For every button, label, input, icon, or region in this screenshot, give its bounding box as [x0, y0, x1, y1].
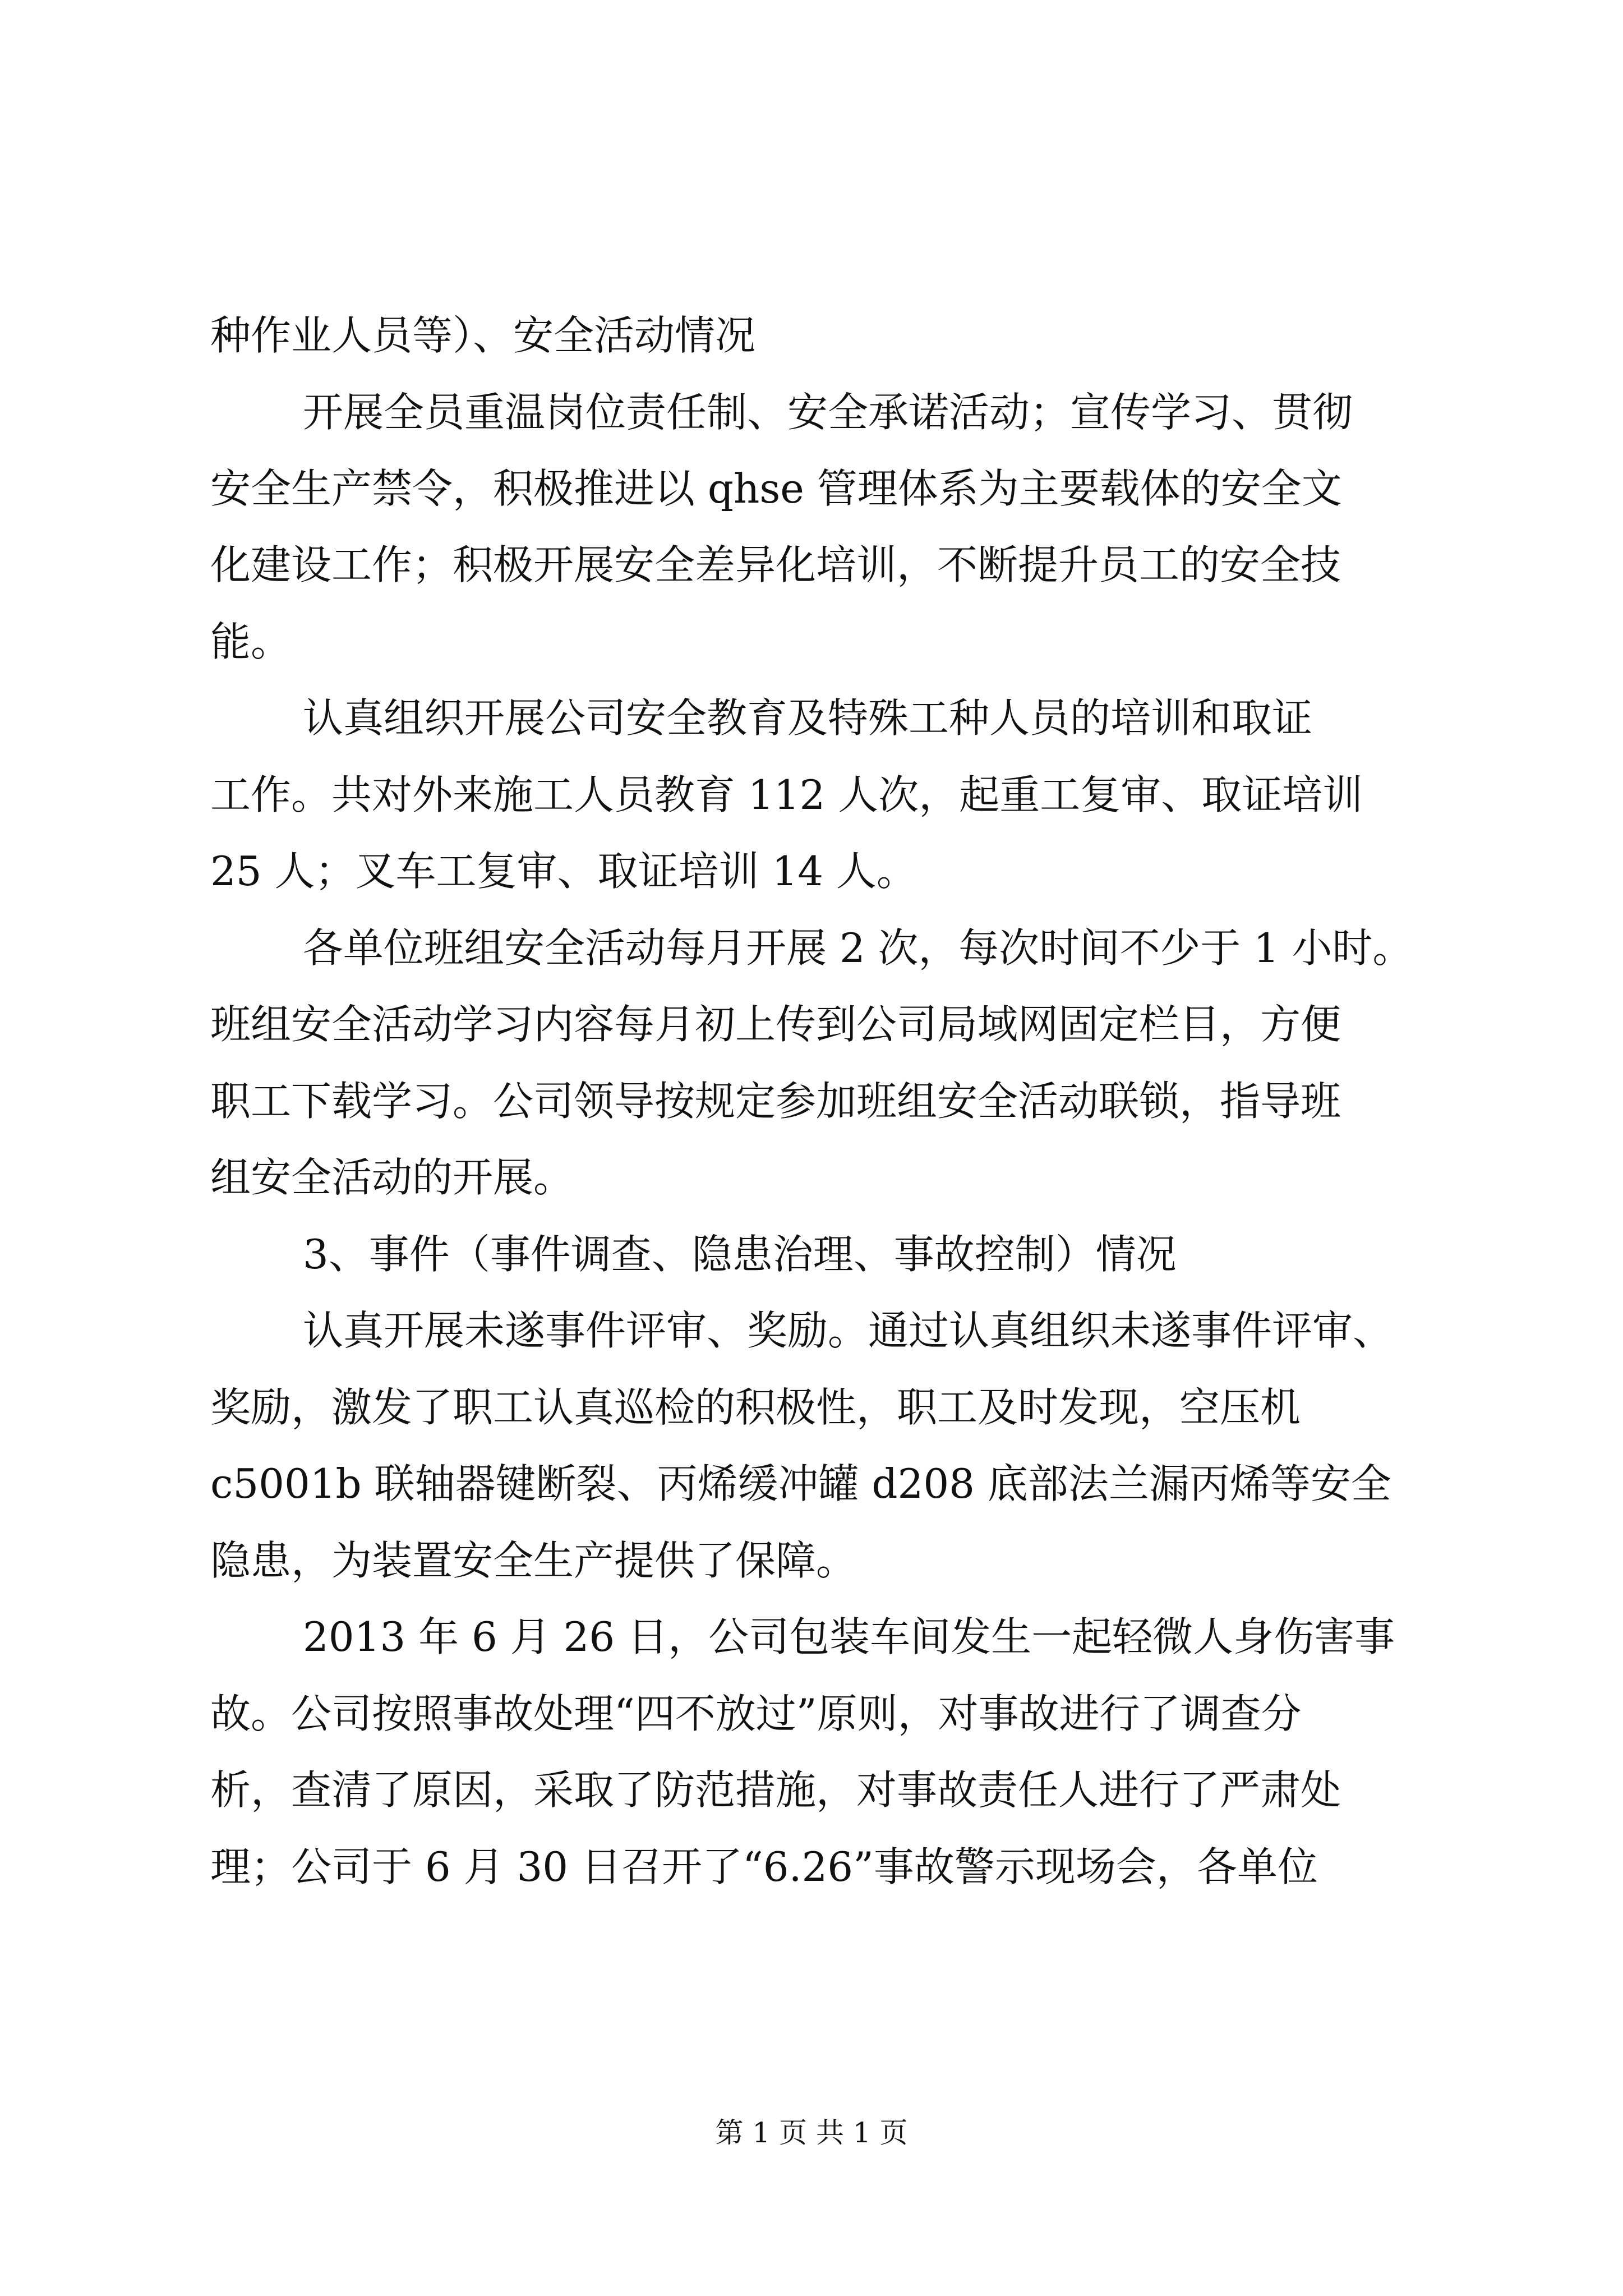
text-line: 认真组织开展公司安全教育及特殊工种人员的培训和取证	[303, 694, 1313, 742]
text-line: 认真开展未遂事件评审、奖励。通过认真组织未遂事件评审、	[303, 1307, 1394, 1354]
text-line: 析，查清了原因，采取了防范措施，对事故责任人进行了严肃处	[210, 1766, 1341, 1814]
text-line: 隐患，为装置安全生产提供了保障。	[210, 1537, 857, 1584]
section-heading: 3、事件（事件调查、隐患治理、事故控制）情况	[303, 1231, 1177, 1278]
text-line: 能。	[210, 618, 292, 665]
text-line: 故。公司按照事故处理“四不放过”原则，对事故进行了调查分	[210, 1690, 1302, 1737]
text-line: 奖励，激发了职工认真巡检的积极性，职工及时发现，空压机	[210, 1384, 1301, 1431]
text-line: 开展全员重温岗位责任制、安全承诺活动；宣传学习、贯彻	[303, 389, 1353, 436]
page-footer: 第 1 页 共 1 页	[715, 2116, 908, 2149]
text-line: 25 人；叉车工复审、取证培训 14 人。	[210, 848, 917, 895]
text-line: 各单位班组安全活动每月开展 2 次，每次时间不少于 1 小时。	[303, 924, 1413, 972]
text-line: 安全生产禁令，积极推进以 qhse 管理体系为主要载体的安全文	[210, 465, 1342, 512]
text-line: 2013 年 6 月 26 日，公司包装车间发生一起轻微人身伤害事	[303, 1613, 1395, 1660]
text-line: 理；公司于 6 月 30 日召开了“6.26”事故警示现场会，各单位	[210, 1843, 1318, 1890]
text-line: 组安全活动的开展。	[210, 1154, 574, 1201]
text-line: c5001b 联轴器键断裂、丙烯缓冲罐 d208 底部法兰漏丙烯等安全	[210, 1460, 1391, 1507]
text-line: 班组安全活动学习内容每月初上传到公司局域网固定栏目，方便	[210, 1001, 1341, 1048]
text-line: 化建设工作；积极开展安全差异化培训，不断提升员工的安全技	[210, 541, 1341, 588]
text-line: 种作业人员等）、安全活动情况	[210, 312, 756, 359]
text-line: 工作。共对外来施工人员教育 112 人次，起重工复审、取证培训	[210, 771, 1363, 818]
text-line: 职工下载学习。公司领导按规定参加班组安全活动联锁，指导班	[210, 1078, 1341, 1125]
